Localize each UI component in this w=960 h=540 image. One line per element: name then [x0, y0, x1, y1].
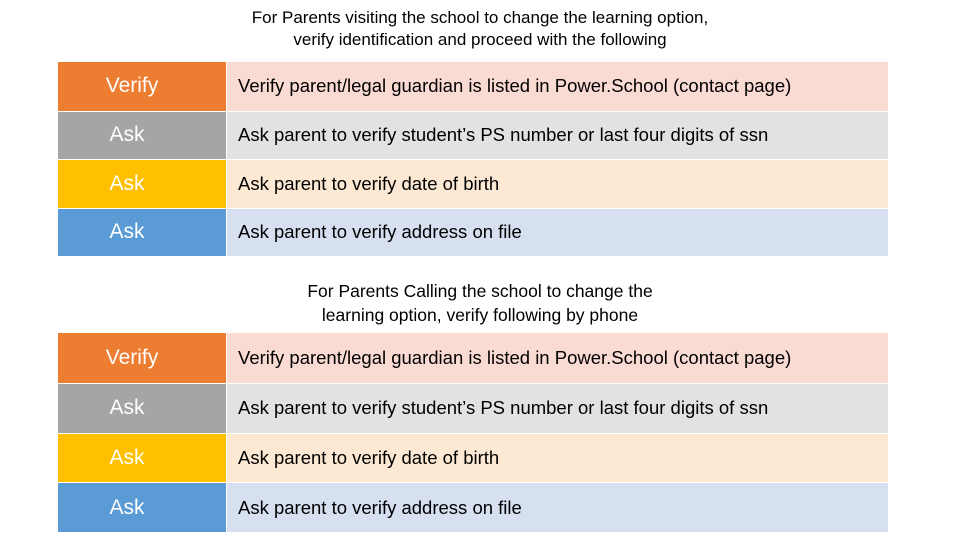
section2-step-row-3: [58, 433, 888, 483]
section1-step-row-1: [58, 62, 888, 111]
section2-step-label-2: Ask: [58, 383, 226, 433]
section2-step-label-3: Ask: [58, 433, 226, 483]
section2-step-text-1: Verify parent/legal guardian is listed in Power.School (contact page): [226, 333, 888, 383]
section1-step-label-1: Verify: [58, 62, 226, 111]
section1-step-text-1: Verify parent/legal guardian is listed in Power.School (contact page): [226, 62, 888, 111]
section1-step-row-4: [58, 208, 888, 257]
section1-step-row-3: [58, 159, 888, 208]
section2-step-text-4: Ask parent to verify address on file: [226, 482, 888, 532]
section1-step-label-2: Ask: [58, 111, 226, 160]
section1-step-text-3: Ask parent to verify date of birth: [226, 159, 888, 208]
section2-step-text-2: Ask parent to verify student’s PS number or last four digits of ssn: [226, 383, 888, 433]
section1-steps-table: [58, 62, 888, 256]
section2-step-label-1: Verify: [58, 333, 226, 383]
section2-step-label-4: Ask: [58, 482, 226, 532]
section2-heading: [0, 279, 960, 327]
section2-heading-line-1: For Parents Calling the school to change the: [307, 281, 653, 301]
section1-step-label-4: Ask: [58, 208, 226, 257]
section1-step-text-4: Ask parent to verify address on file: [226, 208, 888, 257]
section2-steps-table: [58, 333, 888, 532]
section1-step-row-2: [58, 111, 888, 160]
section2-step-row-2: [58, 383, 888, 433]
section2-step-row-1: [58, 333, 888, 383]
section1-heading-line-2: verify identification and proceed with the following: [293, 30, 667, 49]
section2-step-row-4: [58, 482, 888, 532]
section1-heading-line-1: For Parents visiting the school to change the learning option,: [251, 8, 709, 27]
section2-heading-line-2: learning option, verify following by phone: [321, 305, 639, 325]
section1-step-label-3: Ask: [58, 159, 226, 208]
section1-step-text-2: Ask parent to verify student’s PS number or last four digits of ssn: [226, 111, 888, 160]
section1-heading: [0, 7, 960, 51]
section2-step-text-3: Ask parent to verify date of birth: [226, 433, 888, 483]
